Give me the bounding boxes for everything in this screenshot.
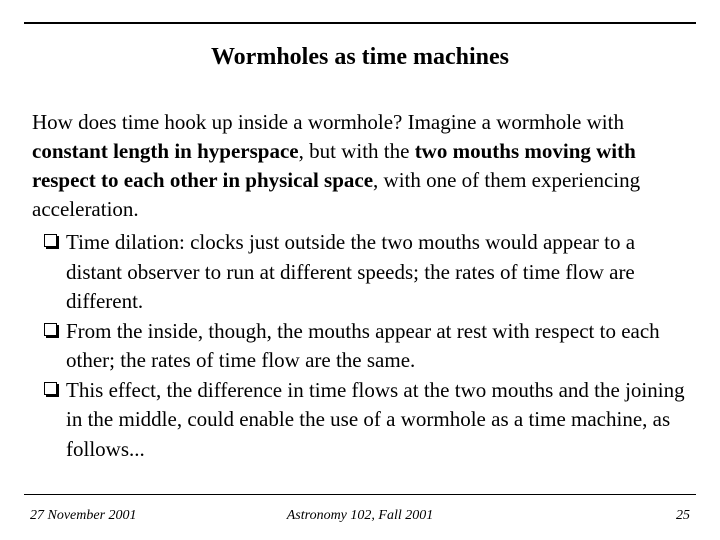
intro-bold-phrase: two mouths moving with respect to each other in physical space (32, 139, 636, 192)
intro-paragraph (32, 108, 692, 224)
intro-bold-phrase: constant length in hyperspace (32, 139, 299, 163)
footer-course: Astronomy 102, Fall 2001 (286, 508, 434, 523)
slide-title: Wormholes as time machines (211, 44, 509, 70)
bullet-text: This effect, the difference in time flows at the two mouths and the joining in the middle, could enable the use of a wormhole as a time machine, as follows... (66, 377, 685, 461)
bullet-item (44, 376, 694, 465)
bottom-rule (24, 494, 696, 495)
intro-text: How does time hook up inside a wormhole? Imagine a wormhole with (32, 110, 624, 134)
footer-page-number: 25 (676, 508, 690, 523)
bullet-text: Time dilation: clocks just outside the two mouths would appear to a distant observer to run at different speeds; the rates of time flow are different. (66, 230, 636, 313)
footer-date: 27 November 2001 (30, 508, 137, 523)
checkbox-square-icon (44, 234, 57, 247)
bullet-text: From the inside, though, the mouths appear at rest with respect to each other; the rates of time flow are the same. (66, 318, 660, 372)
checkbox-square-icon (44, 323, 57, 336)
bullet-item (44, 317, 694, 376)
checkbox-square-icon (44, 382, 57, 395)
bullet-item (44, 228, 694, 317)
intro-text: , with one of them experiencing acceleration. (32, 168, 641, 221)
top-rule (24, 22, 696, 24)
intro-text: , but with the (298, 139, 415, 163)
bullet-list (44, 228, 694, 464)
